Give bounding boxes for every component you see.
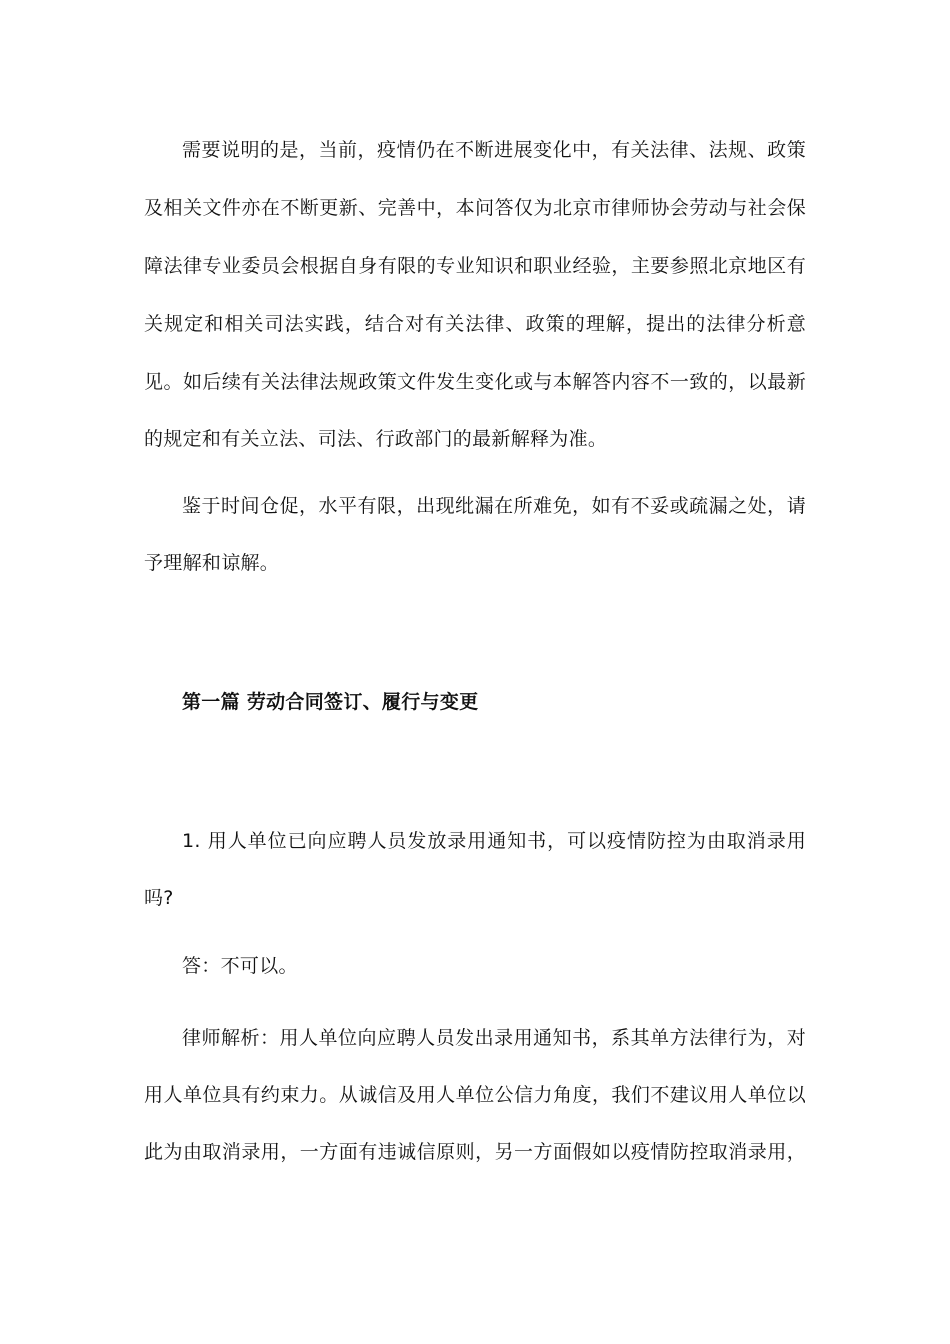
paragraph-1-line-5: 见。如后续有关法律法规政策文件发生变化或与本解答内容不一致的，以最新 xyxy=(144,371,806,393)
analysis-1-line-1: 律师解析：用人单位向应聘人员发出录用通知书，系其单方法律行为，对 xyxy=(182,1027,806,1049)
analysis-1-line-3: 此为由取消录用，一方面有违诚信原则，另一方面假如以疫情防控取消录用， xyxy=(144,1141,806,1163)
paragraph-1-line-4: 关规定和相关司法实践，结合对有关法律、政策的理解，提出的法律分析意 xyxy=(144,313,806,335)
answer-1: 答：不可以。 xyxy=(182,955,298,977)
section-heading: 第一篇 劳动合同签订、履行与变更 xyxy=(182,691,479,713)
paragraph-1-line-6: 的规定和有关立法、司法、行政部门的最新解释为准。 xyxy=(144,428,608,450)
paragraph-1-line-3: 障法律专业委员会根据自身有限的专业知识和职业经验，主要参照北京地区有 xyxy=(144,255,806,277)
question-1-line-1: 1. 用人单位已向应聘人员发放录用通知书，可以疫情防控为由取消录用 xyxy=(182,830,806,852)
paragraph-1-line-2: 及相关文件亦在不断更新、完善中，本问答仅为北京市律师协会劳动与社会保 xyxy=(144,197,806,219)
paragraph-1-line-1: 需要说明的是，当前，疫情仍在不断进展变化中，有关法律、法规、政策 xyxy=(182,139,806,161)
paragraph-2-line-1: 鉴于时间仓促，水平有限，出现纰漏在所难免，如有不妥或疏漏之处，请 xyxy=(182,495,806,517)
question-1-line-2: 吗? xyxy=(144,887,174,909)
paragraph-2-line-2: 予理解和谅解。 xyxy=(144,552,280,574)
analysis-1-line-2: 用人单位具有约束力。从诚信及用人单位公信力角度，我们不建议用人单位以 xyxy=(144,1084,806,1106)
